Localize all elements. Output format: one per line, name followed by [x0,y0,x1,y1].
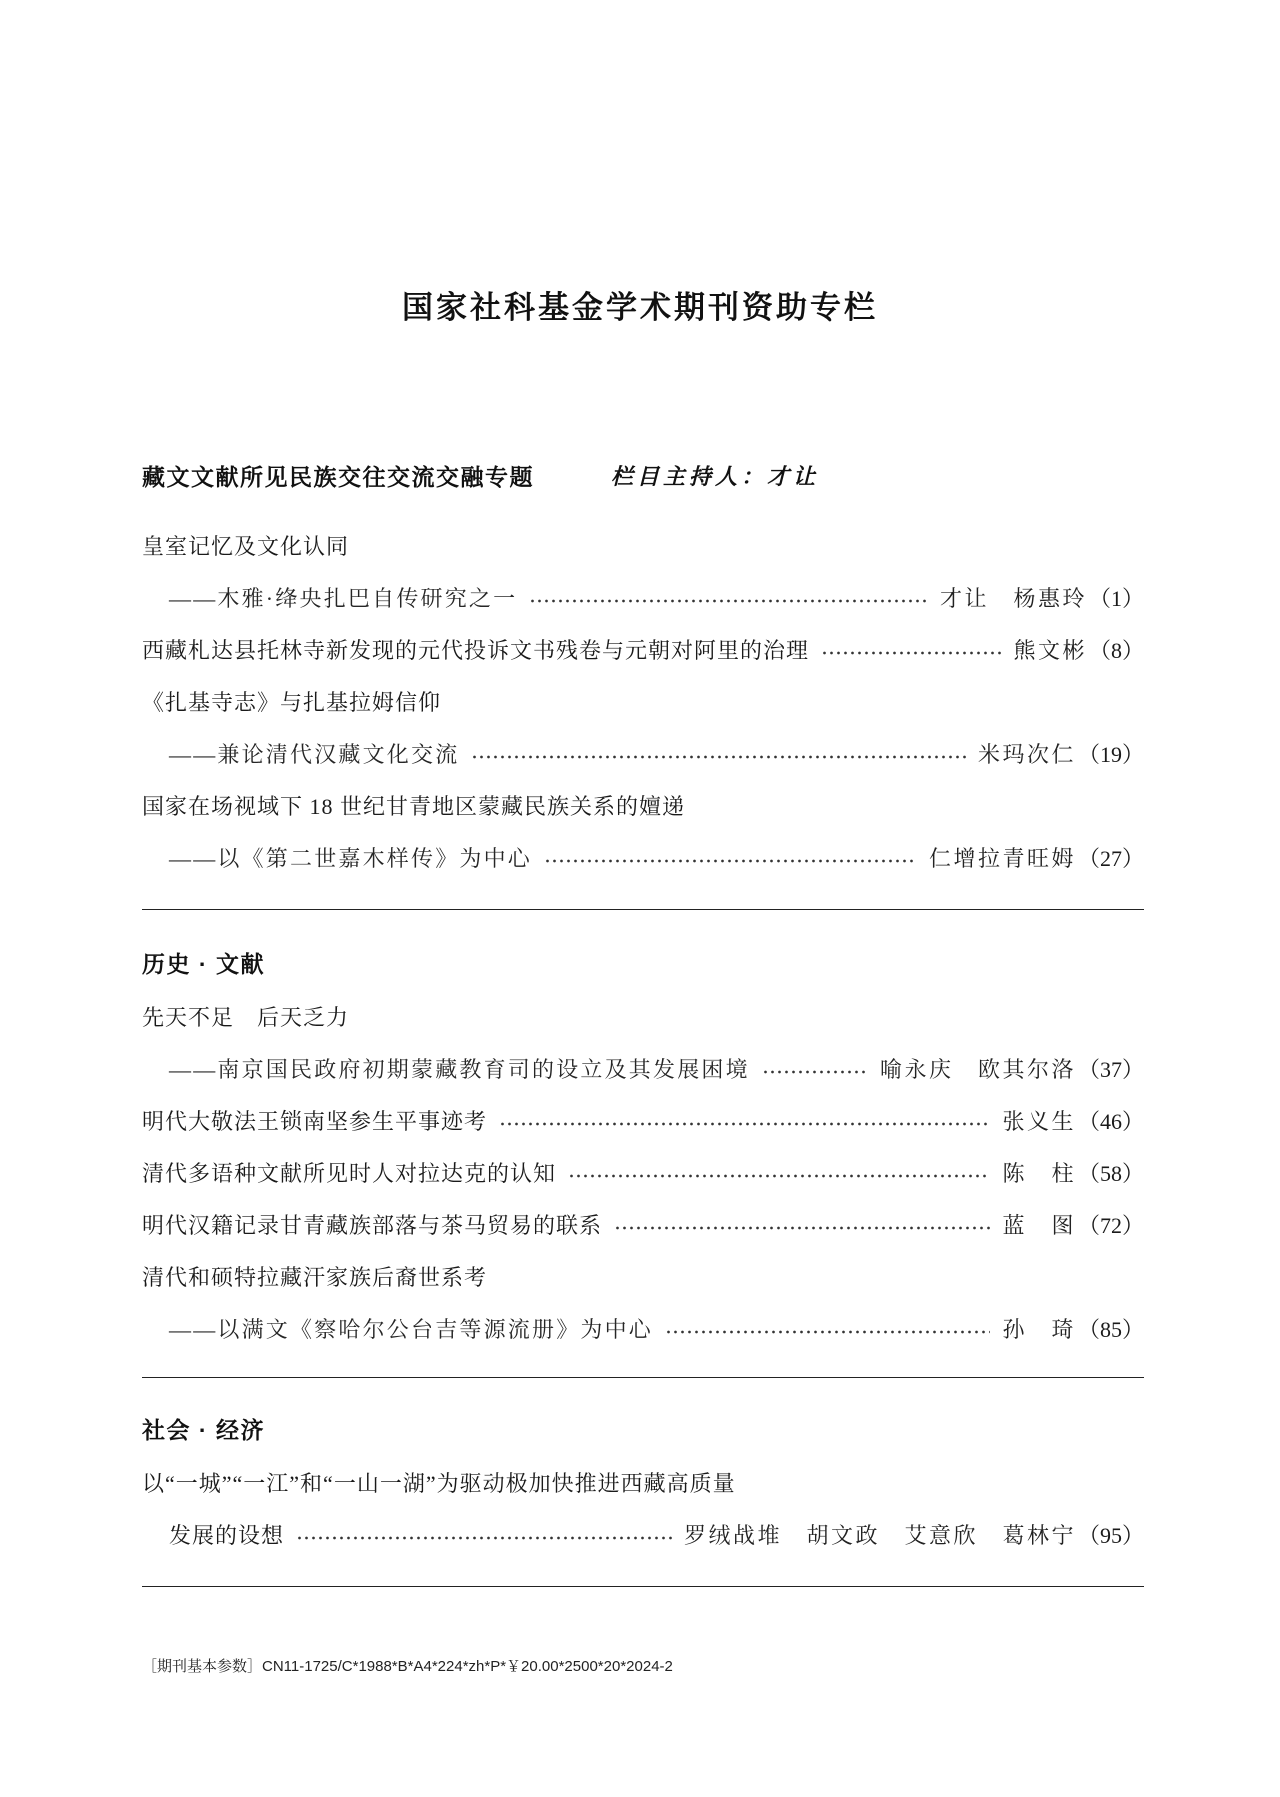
entry-page-number: （37） [1077,1056,1144,1082]
section-divider [142,1586,1144,1587]
entry-authors: 罗绒战堆 胡文政 艾意欣 葛林宁 [683,1522,1076,1548]
column-title: 国家社科基金学术期刊资助专栏 [402,290,878,325]
entry-title: 清代多语种文献所见时人对拉达克的认知 [142,1160,557,1186]
section-divider [142,909,1144,910]
toc-entry [142,1302,1144,1354]
entry-title: 清代和硕特拉藏汗家族后裔世系考 [142,1264,488,1290]
toc-entry [142,1508,1144,1560]
entry-title: 西藏札达县托林寺新发现的元代投诉文书残卷与元朝对阿里的治理 [142,637,810,663]
toc-entry [142,990,1144,1042]
section-heading [142,451,1144,503]
entry-page-number: （95） [1077,1522,1144,1548]
toc-entry [142,1094,1144,1146]
entry-title: 先天不足 后天乏力 [142,1004,350,1030]
entry-authors: 陈 柱 [1002,1160,1076,1186]
entry-page-number: （72） [1077,1212,1144,1238]
toc-entry [142,571,1144,623]
entry-subtitle: ——以满文《察哈尔公台吉等源流册》为中心 [169,1316,654,1342]
entry-page-number: （19） [1077,741,1144,767]
toc-entry [142,675,1144,727]
entry-authors: 张义生 [1002,1108,1076,1134]
entry-title: 明代汉籍记录甘青藏族部落与茶马贸易的联系 [142,1212,603,1238]
toc-entry [142,1250,1144,1302]
entry-title: 以“一城”“一江”和“一山一湖”为驱动极加快推进西藏高质量 [142,1470,736,1496]
entry-authors: 喻永庆 欧其尔洛 [879,1056,1076,1082]
entry-authors: 米玛次仁 [977,741,1076,767]
entry-page-number: （58） [1077,1160,1144,1186]
journal-parameters: ［期刊基本参数］CN11-1725/C*1988*B*A4*224*zh*P*￥20.00*2500*20*2024-2 [142,1658,673,1675]
section-heading: 社会 · 经济 [142,1417,265,1443]
dot-leader [568,1173,990,1179]
toc-entry [142,1042,1144,1094]
toc-entry [142,1146,1144,1198]
dot-leader [614,1225,990,1231]
toc-entry [142,519,1144,571]
entry-title: 明代大敬法王锁南坚参生平事迹考 [142,1108,488,1134]
toc-entry [142,1456,1144,1508]
entry-authors: 孙 琦 [1002,1316,1076,1342]
dot-leader [499,1121,990,1127]
toc-entry [142,727,1144,779]
entry-authors: 蓝 图 [1002,1212,1076,1238]
section-divider [142,1377,1144,1378]
entry-authors: 熊文彬 [1013,637,1087,663]
entry-subtitle: ——以《第二世嘉木样传》为中心 [169,845,533,871]
toc-entry [142,831,1144,883]
entry-title-continuation: 发展的设想 [169,1522,285,1548]
section-heading-text: 藏文文献所见民族交往交流交融专题 [142,464,534,490]
entry-page-number: （1） [1088,585,1144,611]
entry-page-number: （8） [1088,637,1144,663]
entry-title: 皇室记忆及文化认同 [142,533,350,559]
entry-page-number: （46） [1077,1108,1144,1134]
entry-authors: 才让 杨惠玲 [939,585,1087,611]
dot-leader [665,1329,990,1335]
toc-entry [142,1198,1144,1250]
dot-leader [544,858,917,864]
section-tibetan-documents [142,451,1144,910]
section-society-economy [142,1404,1144,1587]
entry-page-number: （27） [1077,845,1144,871]
entry-authors: 仁增拉青旺姆 [928,845,1076,871]
column-host: 栏目主持人：才让 [611,464,820,489]
entry-subtitle: ——兼论清代汉藏文化交流 [169,741,460,767]
entry-page-number: （85） [1077,1316,1144,1342]
dot-leader [762,1069,868,1075]
toc-entry [142,623,1144,675]
section-heading: 历史 · 文献 [142,951,265,977]
entry-title: 《扎基寺志》与扎基拉姆信仰 [142,689,442,715]
dot-leader [296,1535,672,1541]
entry-subtitle: ——南京国民政府初期蒙藏教育司的设立及其发展困境 [169,1056,750,1082]
dot-leader [821,650,1001,656]
toc-entry [142,779,1144,831]
section-history-documents [142,938,1144,1378]
entry-title: 国家在场视域下 18 世纪甘青地区蒙藏民族关系的嬗递 [142,793,686,819]
dot-leader [529,598,928,604]
dot-leader [471,754,966,760]
entry-subtitle: ——木雅·绛央扎巴自传研究之一 [169,585,518,611]
